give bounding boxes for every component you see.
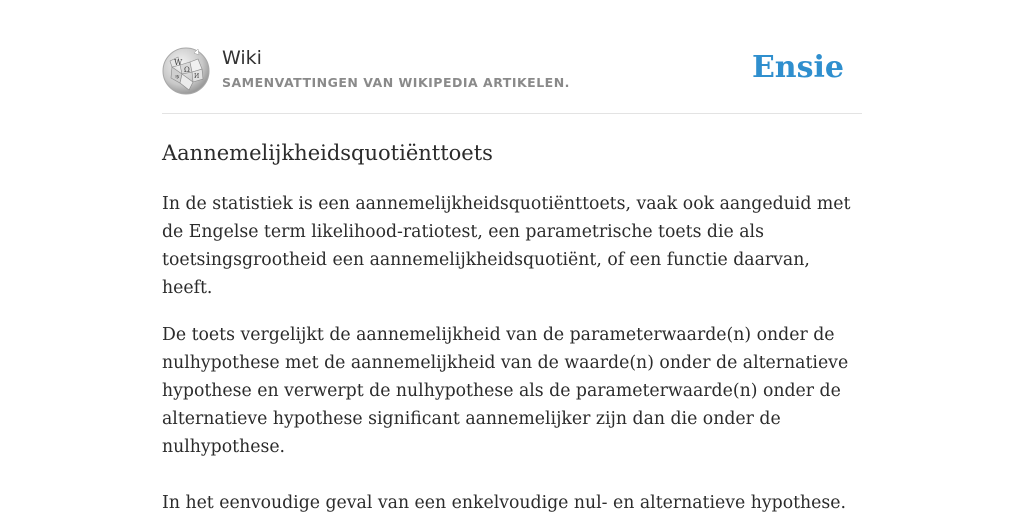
article-paragraph-simple-case: In het eenvoudige geval van een enkelvoudige nul- en alternatieve hypothese. [162, 493, 846, 513]
site-name[interactable]: Wiki [222, 47, 262, 69]
svg-text:И: И [194, 73, 200, 80]
svg-text:W: W [174, 58, 183, 67]
svg-text:Ω: Ω [184, 66, 190, 74]
article-paragraph-description: De toets vergelijkt de aannemelijkheid van de parameterwaarde(n) onder de nulhypothese met de aannemelijkheid van de waarde(n) onder de alternatieve hypothese en verwerpt de nulhypothese als de parameterwaarde(n) onder de alternatieve hypothese significant aannemelijker zijn dan die onder de nulhypothese. [162, 325, 849, 457]
site-header [162, 40, 862, 114]
wikipedia-globe-icon[interactable] [162, 47, 210, 95]
article-title: Aannemelijkheidsquotiënttoets [162, 141, 493, 165]
ensie-brand-logo[interactable]: Ensie [751, 50, 844, 85]
svg-text:ক: ক [175, 74, 180, 81]
article-paragraph-intro: In de statistiek is een aannemelijkheidsquotiënttoets, vaak ook aangeduid met de Engelse term likelihood-ratiotest, een parametrische toets die als toetsingsgrootheid een aannemelijkheidsquotiënt, of een functie daarvan, heeft. [162, 194, 851, 298]
page [162, 40, 862, 517]
site-tagline: SAMENVATTINGEN VAN WIKIPEDIA ARTIKELEN. [222, 75, 570, 90]
